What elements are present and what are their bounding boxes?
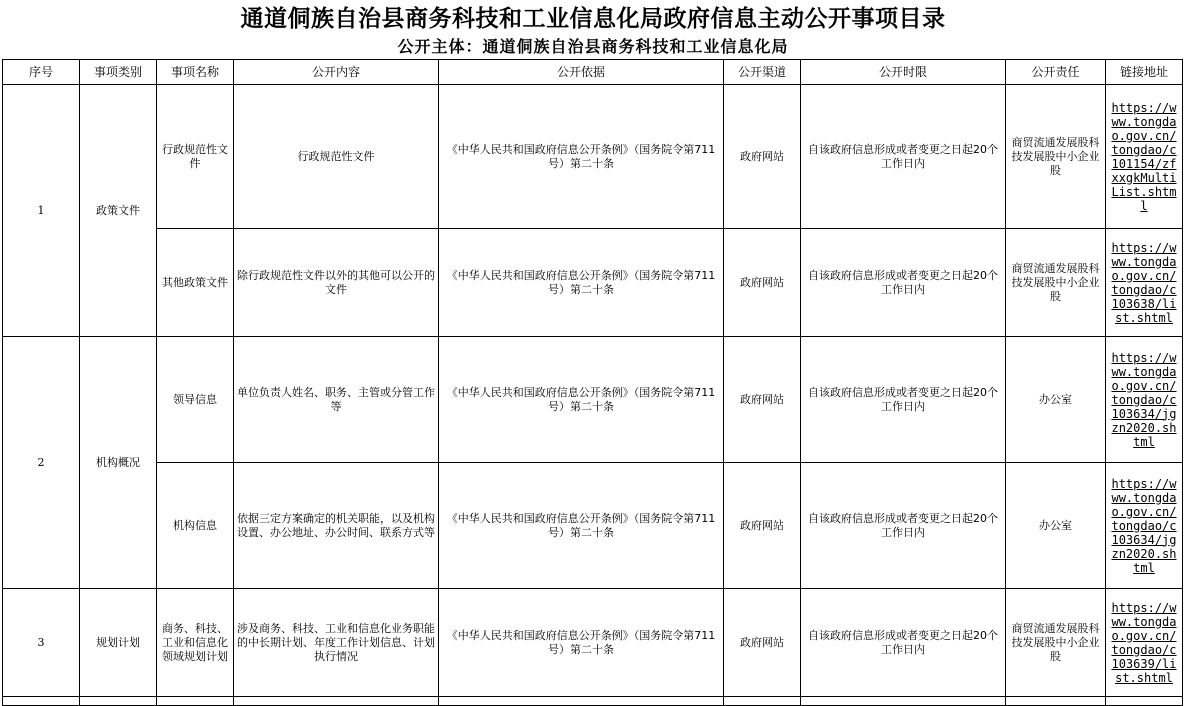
content-cell: 涉及商务、科技、工业和信息化业务职能的中长期计划、年度工作计划信息、计划执行情况 xyxy=(234,589,439,697)
link-cell xyxy=(1106,229,1183,337)
header-time: 公开时限 xyxy=(801,60,1006,85)
duty-cell: 商贸流通发展股科技发展股中小企业股 xyxy=(1006,85,1106,229)
link-cell xyxy=(1106,85,1183,229)
item-name-cell: 机构信息 xyxy=(157,463,234,589)
channel-cell: 政府网站 xyxy=(724,85,801,229)
table-row xyxy=(3,337,1183,463)
link-cell xyxy=(1106,463,1183,589)
channel-cell: 政府网站 xyxy=(724,589,801,697)
item-name-cell: 行政规范性文件 xyxy=(157,85,234,229)
category-cell: 规划计划 xyxy=(80,589,157,697)
content-cell: 依据三定方案确定的机关职能，以及机构设置、办公地址、办公时间、联系方式等 xyxy=(234,463,439,589)
link-url[interactable]: https://www.tongdao.gov.cn/tongdao/c103634/jgzn2020.shtml xyxy=(1111,476,1177,575)
time-cell: 自该政府信息形成或者变更之日起20个工作日内 xyxy=(801,589,1006,697)
header-row xyxy=(3,60,1183,85)
item-name-cell: 商务、科技、工业和信息化领域规划计划 xyxy=(157,589,234,697)
seq-cell: 2 xyxy=(3,337,80,589)
basis-cell: 《中华人民共和国政府信息公开条例》（国务院令第711号）第二十条 xyxy=(439,85,724,229)
document-title: 通道侗族自治县商务科技和工业信息化局政府信息主动公开事项目录 xyxy=(240,6,946,32)
table-row xyxy=(3,85,1183,229)
basis-cell: 《中华人民共和国政府信息公开条例》（国务院令第711号）第二十条 xyxy=(439,463,724,589)
link-cell xyxy=(1106,337,1183,463)
header-basis: 公开依据 xyxy=(439,60,724,85)
duty-cell: 办公室 xyxy=(1006,463,1106,589)
basis-cell: 《中华人民共和国政府信息公开条例》（国务院令第711号）第二十条 xyxy=(439,589,724,697)
duty-cell: 办公室 xyxy=(1006,337,1106,463)
link-url[interactable]: https://www.tongdao.gov.cn/tongdao/c103634/jgzn2020.shtml xyxy=(1111,350,1177,449)
link-url[interactable]: https://www.tongdao.gov.cn/tongdao/c101154/zfxxgkMultiList.shtml xyxy=(1111,100,1177,213)
channel-cell: 政府网站 xyxy=(724,229,801,337)
channel-cell: 政府网站 xyxy=(724,337,801,463)
header-duty: 公开责任 xyxy=(1006,60,1106,85)
time-cell: 自该政府信息形成或者变更之日起20个工作日内 xyxy=(801,229,1006,337)
link-url[interactable]: https://www.tongdao.gov.cn/tongdao/c103639/list.shtml xyxy=(1111,600,1177,685)
link-cell xyxy=(1106,589,1183,697)
content-cell: 除行政规范性文件以外的其他可以公开的文件 xyxy=(234,229,439,337)
header-category: 事项类别 xyxy=(80,60,157,85)
seq-cell: 1 xyxy=(3,85,80,337)
table-row-partial xyxy=(3,697,1183,706)
table-row xyxy=(3,229,1183,337)
content-cell: 行政规范性文件 xyxy=(234,85,439,229)
disclosure-table xyxy=(2,59,1183,706)
seq-cell: 3 xyxy=(3,589,80,697)
table-row xyxy=(3,463,1183,589)
basis-cell: 《中华人民共和国政府信息公开条例》（国务院令第711号）第二十条 xyxy=(439,337,724,463)
link-url[interactable]: https://www.tongdao.gov.cn/tongdao/c103638/list.shtml xyxy=(1111,240,1177,325)
category-cell: 机构概况 xyxy=(80,337,157,589)
header-content: 公开内容 xyxy=(234,60,439,85)
header-channel: 公开渠道 xyxy=(724,60,801,85)
time-cell: 自该政府信息形成或者变更之日起20个工作日内 xyxy=(801,85,1006,229)
category-cell: 政策文件 xyxy=(80,85,157,337)
time-cell: 自该政府信息形成或者变更之日起20个工作日内 xyxy=(801,463,1006,589)
basis-cell: 《中华人民共和国政府信息公开条例》（国务院令第711号）第二十条 xyxy=(439,229,724,337)
channel-cell: 政府网站 xyxy=(724,463,801,589)
header-link: 链接地址 xyxy=(1106,60,1183,85)
header-seq: 序号 xyxy=(3,60,80,85)
duty-cell: 商贸流通发展股科技发展股中小企业股 xyxy=(1006,229,1106,337)
item-name-cell: 领导信息 xyxy=(157,337,234,463)
item-name-cell: 其他政策文件 xyxy=(157,229,234,337)
duty-cell: 商贸流通发展股科技发展股中小企业股 xyxy=(1006,589,1106,697)
document-subtitle: 公开主体：通道侗族自治县商务科技和工业信息化局 xyxy=(397,37,789,56)
time-cell: 自该政府信息形成或者变更之日起20个工作日内 xyxy=(801,337,1006,463)
table-row xyxy=(3,589,1183,697)
content-cell: 单位负责人姓名、职务、主管或分管工作等 xyxy=(234,337,439,463)
header-name: 事项名称 xyxy=(157,60,234,85)
